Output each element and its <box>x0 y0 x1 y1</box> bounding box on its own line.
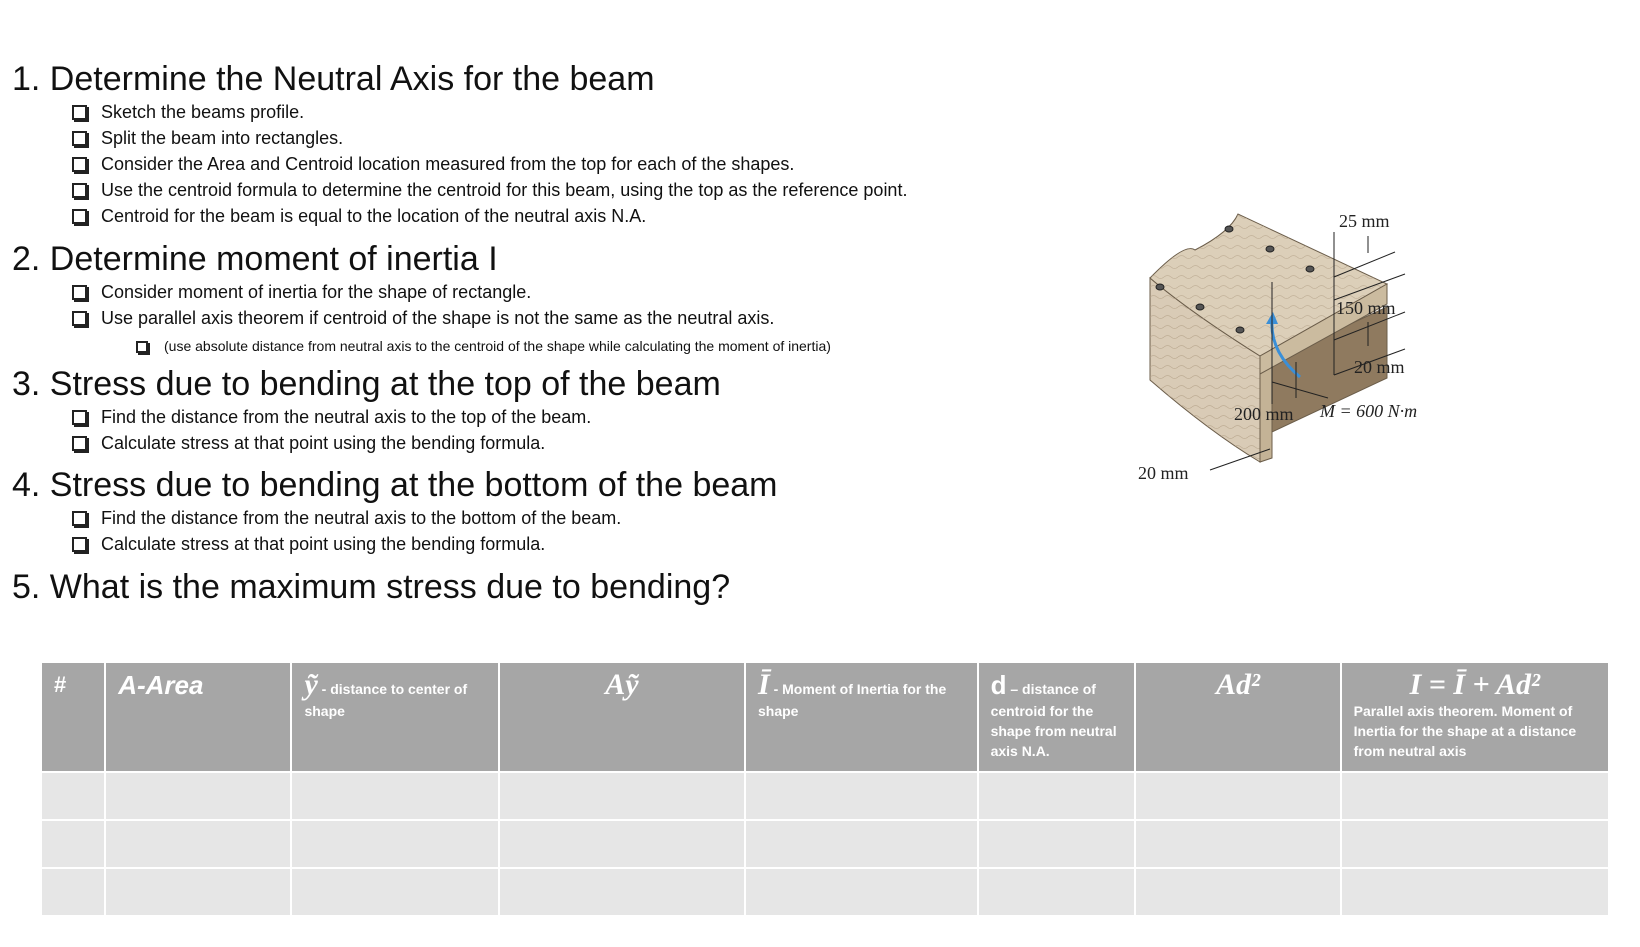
section-4-list <box>72 505 621 557</box>
checklist-item: Consider moment of inertia for the shape of rectangle. <box>72 279 774 305</box>
header-number: # <box>41 662 105 772</box>
section-3-title: 3. Stress due to bending at the top of the beam <box>12 365 721 403</box>
header-ybar: ỹ - distance to center of shape <box>291 662 498 772</box>
beam-figure <box>1138 211 1530 512</box>
checklist-item: Split the beam into rectangles. <box>72 125 907 151</box>
checkbox-icon <box>72 105 87 120</box>
checkbox-icon <box>136 341 148 353</box>
checkbox-icon <box>72 511 87 526</box>
checklist-subitem: (use absolute distance from neutral axis to the centroid of the shape while calculating the moment of inertia) <box>136 333 831 359</box>
table-cell[interactable] <box>291 868 498 916</box>
header-ay: Aỹ <box>499 662 745 772</box>
checkbox-icon <box>72 183 87 198</box>
table-cell[interactable] <box>978 868 1136 916</box>
section-1-title: 1. Determine the Neutral Axis for the beam <box>12 60 655 98</box>
checklist-item: Use parallel axis theorem if centroid of the shape is not the same as the neutral axis. <box>72 305 774 331</box>
dim-web-thickness: 20 mm <box>1354 357 1405 377</box>
table-cell[interactable] <box>499 868 745 916</box>
table-cell[interactable] <box>745 772 978 820</box>
checkbox-icon <box>72 311 87 326</box>
checkbox-icon <box>72 410 87 425</box>
checkbox-icon <box>72 209 87 224</box>
header-area: A-Area <box>105 662 291 772</box>
section-1-list <box>72 99 907 229</box>
table-row <box>41 772 1609 820</box>
table-cell[interactable] <box>978 772 1136 820</box>
table-cell[interactable] <box>1341 868 1609 916</box>
checklist-item: Consider the Area and Centroid location measured from the top for each of the shapes. <box>72 151 907 177</box>
table-cell[interactable] <box>105 868 291 916</box>
section-3-list <box>72 404 591 456</box>
table-cell[interactable] <box>978 820 1136 868</box>
checkbox-icon <box>72 157 87 172</box>
section-4-title: 4. Stress due to bending at the bottom of the beam <box>12 466 778 504</box>
table-cell[interactable] <box>105 772 291 820</box>
checklist-item: Calculate stress at that point using the bending formula. <box>72 430 591 456</box>
checklist-item: Sketch the beams profile. <box>72 99 907 125</box>
dim-left-web: 20 mm <box>1138 463 1189 483</box>
table-cell[interactable] <box>41 868 105 916</box>
section-2-list <box>72 279 774 331</box>
dim-web-height: 150 mm <box>1336 298 1396 318</box>
header-ad2: Ad² <box>1135 662 1340 772</box>
calculation-table <box>40 661 1610 917</box>
table-cell[interactable] <box>105 820 291 868</box>
checkbox-icon <box>72 131 87 146</box>
table-row <box>41 820 1609 868</box>
table-cell[interactable] <box>745 868 978 916</box>
dim-flange-width: 200 mm <box>1234 404 1294 424</box>
table-cell[interactable] <box>41 772 105 820</box>
checklist-item: Find the distance from the neutral axis to the bottom of the beam. <box>72 505 621 531</box>
checklist-item: Find the distance from the neutral axis to the top of the beam. <box>72 404 591 430</box>
table-cell[interactable] <box>745 820 978 868</box>
table-cell[interactable] <box>1135 772 1340 820</box>
checkbox-icon <box>72 285 87 300</box>
header-ibar: Ī - Moment of Inertia for the shape <box>745 662 978 772</box>
section-5-title: 5. What is the maximum stress due to bending? <box>12 568 731 606</box>
table-cell[interactable] <box>499 820 745 868</box>
dim-top-thickness: 25 mm <box>1339 211 1390 231</box>
table-cell[interactable] <box>1341 772 1609 820</box>
table-header-row <box>41 662 1609 772</box>
table-cell[interactable] <box>291 820 498 868</box>
checkbox-icon <box>72 436 87 451</box>
table-row <box>41 868 1609 916</box>
table-cell[interactable] <box>1135 868 1340 916</box>
header-i: I = Ī + Ad² Parallel axis theorem. Moment of Inertia for the shape at a distance from neutral axis <box>1341 662 1609 772</box>
section-2-title: 2. Determine moment of inertia I <box>12 240 498 278</box>
section-2-sublist <box>136 333 831 359</box>
checkbox-icon <box>72 537 87 552</box>
table-cell[interactable] <box>1341 820 1609 868</box>
moment-label: M = 600 N·m <box>1320 401 1418 421</box>
table-cell[interactable] <box>291 772 498 820</box>
table-cell[interactable] <box>41 820 105 868</box>
checklist-item: Calculate stress at that point using the bending formula. <box>72 531 621 557</box>
table-cell[interactable] <box>499 772 745 820</box>
checklist-item: Use the centroid formula to determine the centroid for this beam, using the top as the reference point. <box>72 177 907 203</box>
header-d: d – distance of centroid for the shape from neutral axis N.A. <box>978 662 1136 772</box>
table-cell[interactable] <box>1135 820 1340 868</box>
checklist-item: Centroid for the beam is equal to the location of the neutral axis N.A. <box>72 203 907 229</box>
